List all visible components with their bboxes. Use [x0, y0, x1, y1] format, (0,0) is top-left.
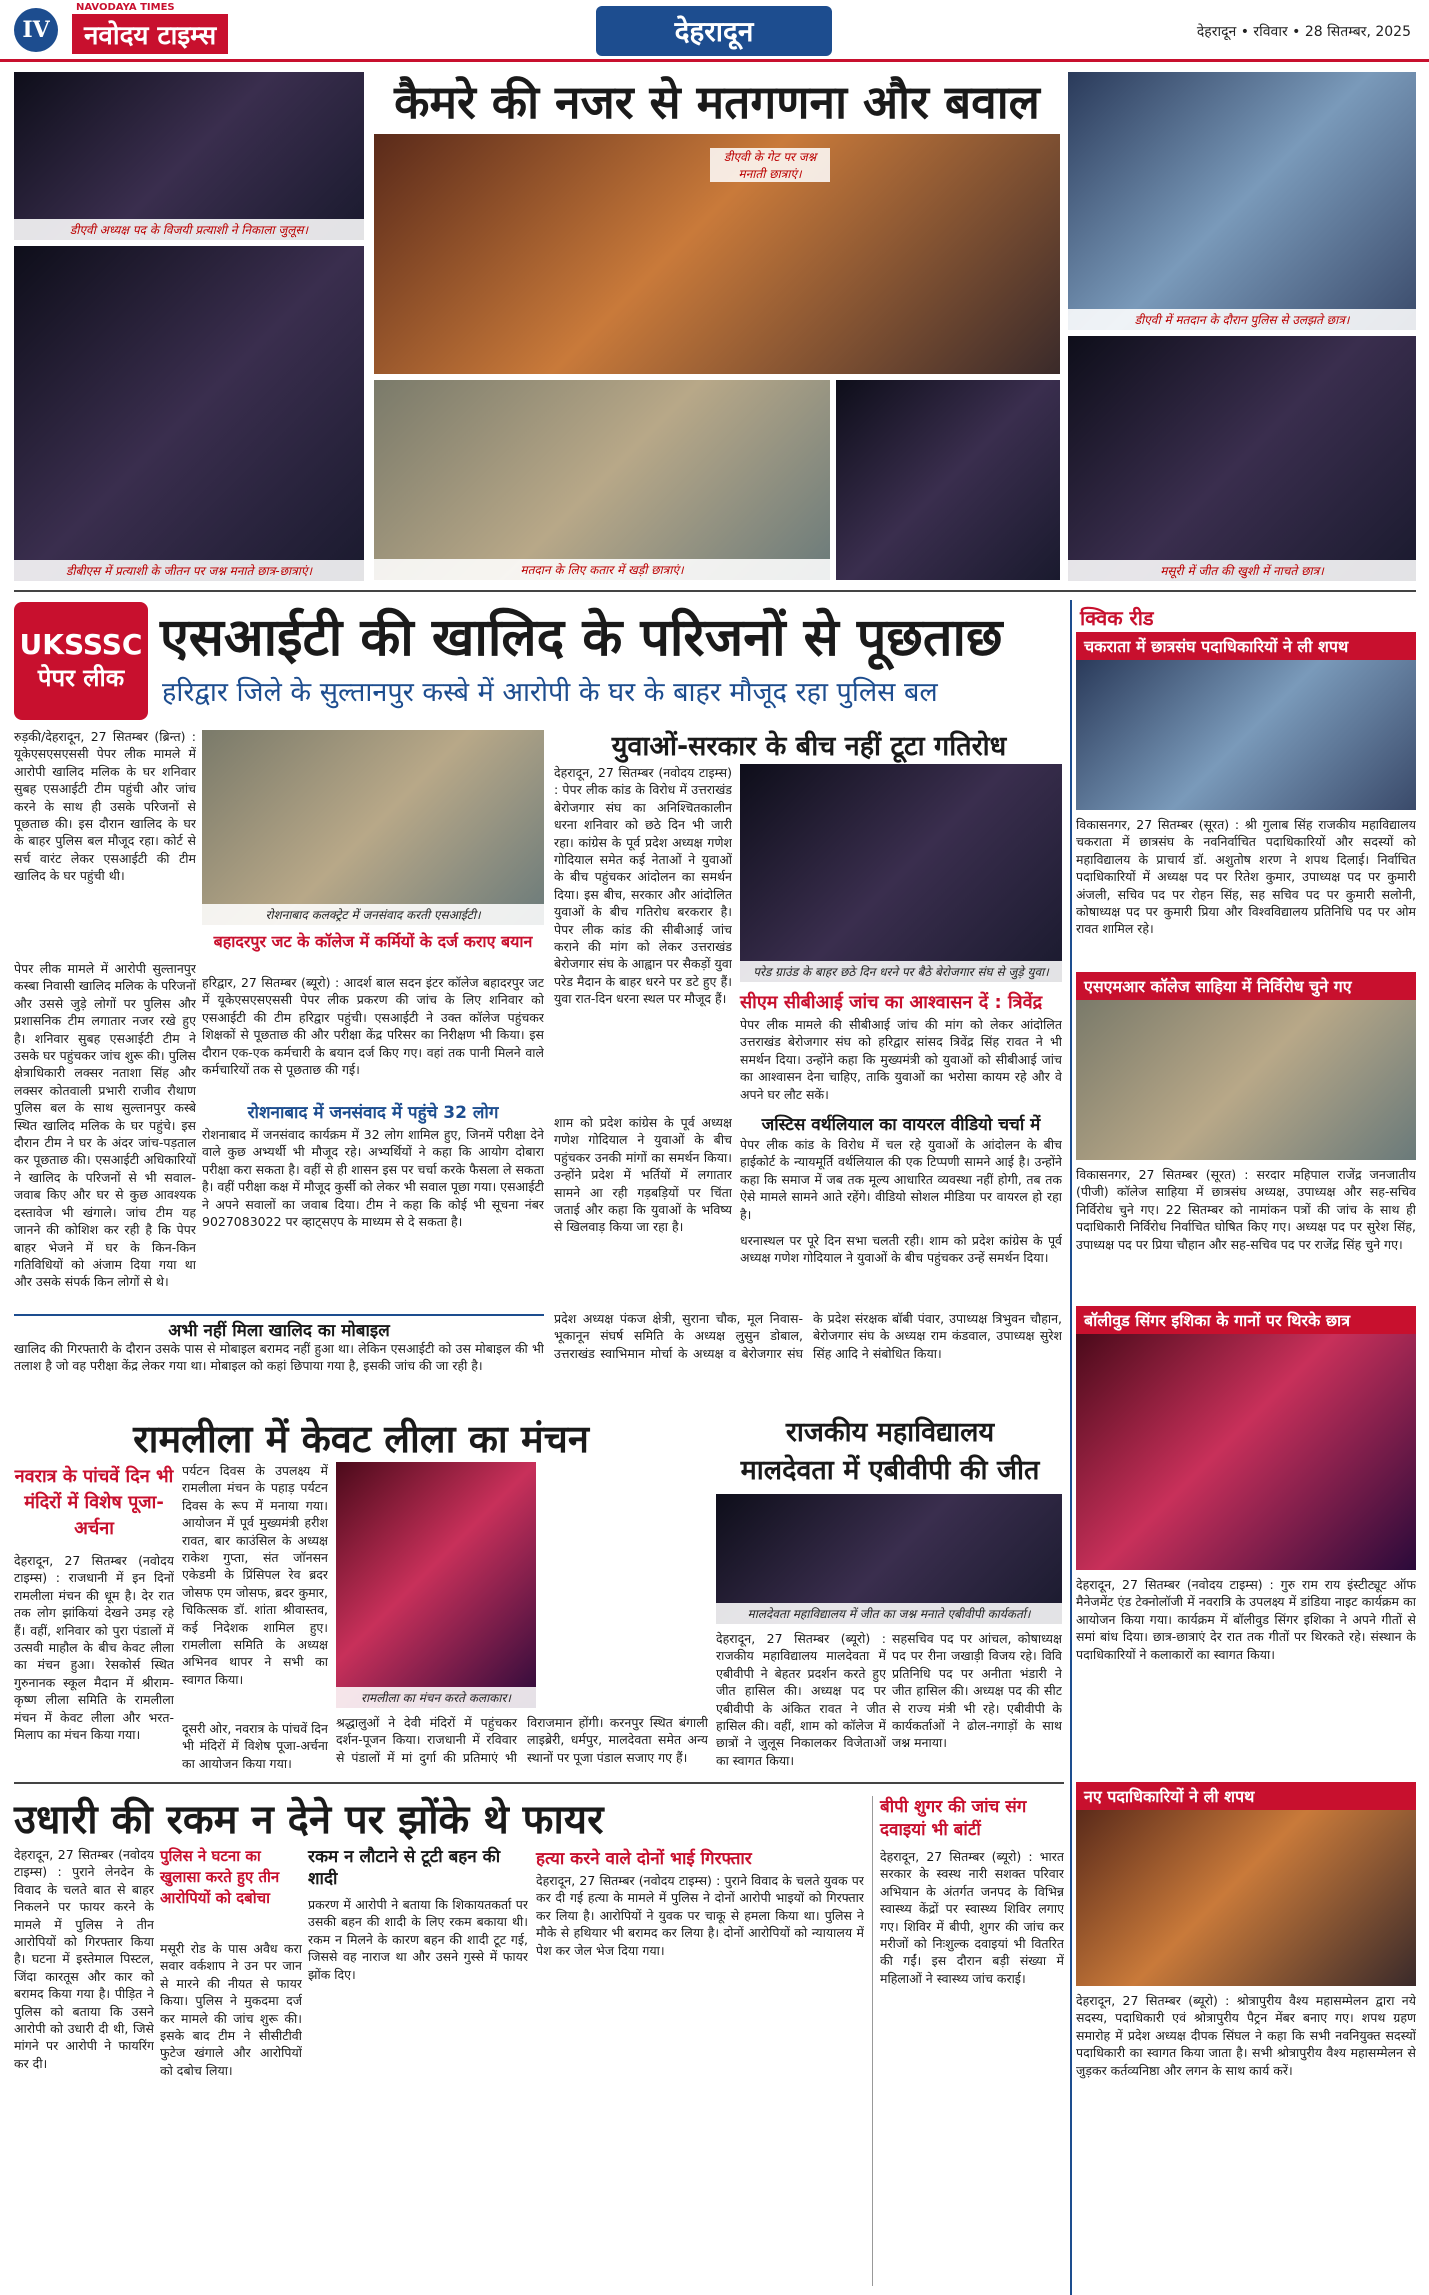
city-section: देहरादून: [596, 6, 832, 56]
abvp-body-1: देहरादून, 27 सितम्बर (ब्यूरो) : राजकीय महाविद्यालय मालदेवता में एबीवीपी ने बेहतर प्रदर्शन करते हुए जीत हासिल की। अध्यक्ष पद पर एबीवीपी के अंकित रावत ने जीत हासिल की। वहीं, शाम को कॉलेज में छात्रों ने जुलूस निकालकर विजेताओं का स्वागत किया।: [716, 1631, 886, 1768]
quick-b4: देहरादून, 27 सितम्बर (ब्यूरो) : श्रोत्रापुरीय वैश्य महासम्मेलन द्वारा नये सदस्य, पदाधिकारी एवं श्रोत्रापुरीय पैट्रन मेंबर बनाए गए। शपथ ग्रहण समारोह में प्रदेश अध्यक्ष दीपक सिंघल ने कहा कि सभी नवनियुक्त सदस्यों पदाधिकारी का स्वागत किया जाता है। सभी श्रोत्रापुरीय वैश्य महासम्मेलन से जुड़कर कर्तव्यनिष्ठा और लगन के साथ कार्य करें।: [1076, 1993, 1416, 2078]
brand-english: NAVODAYA TIMES: [76, 2, 175, 13]
photo-sahiya: [1076, 1000, 1416, 1160]
quick-b3: देहरादून, 27 सितम्बर (नवोदय टाइम्स) : गुरु राम राय इंस्टीट्यूट ऑफ मैनेजमेंट एंड टेक्नोलॉजी में नवरात्रि के उपलक्ष्य में डांडिया नाइट कार्यक्रम का आयोजन किया गया। कार्यक्रम में बॉलीवुड सिंगर इशिका ने अपने गीतों से समां बांध दिया। छात्र-छात्राएं देर रात तक गीतों पर थिरकते रहे। संस्थान के पदाधिकारियों ने कलाकारों का स्वागत किया।: [1076, 1577, 1416, 1662]
sub-mobile: अभी नहीं मिला खालिद का मोबाइल: [14, 1314, 544, 1341]
sit-subhead: हरिद्वार जिले के सुल्तानपुर कस्बे में आरोपी के घर के बाहर मौजूद रहा पुलिस बल: [162, 677, 938, 708]
photo-dav-procession: [14, 72, 364, 240]
photo-caption: डीबीएस में प्रत्याशी के जीतन पर जश्न मनाते छात्र-छात्राएं।: [14, 560, 364, 581]
tag-bottom: पेपर लीक: [37, 664, 125, 692]
photo-caption: रोशनाबाद कलक्ट्रेट में जनसंवाद करती एसआईटी।: [202, 904, 544, 925]
yuva-body-2: शाम को प्रदेश कांग्रेस के पूर्व अध्यक्ष गणेश गोदियाल ने युवाओं के बीच पहुंचकर उनकी मांगों का समर्थन किया। उन्होंने प्रदेश में भर्तियों में लगातार सामने आ रही गड़बड़ियों पर चिंता जताई और कहा कि युवाओं के भविष्य से खिलवाड़ किया जा रहा है।: [554, 1115, 732, 1235]
sit-headline: एसआईटी की खालिद के परिजनों से पूछताछ: [160, 608, 1003, 668]
tag-top: UKSSSC: [19, 628, 143, 661]
firing-body-4: देहरादून, 27 सितम्बर (नवोदय टाइम्स) : पुराने विवाद के चलते युवक पर कर दी गई हत्या के मामले में पुलिस ने दोनों आरोपी भाइयों को गिरफ्तार कर लिया है। आरोपियों ने युवक पर चाकू से हमला किया था। पुलिस ने मौके से हथियार भी बरामद कर लिया है। दोनों आरोपियों को न्यायालय में पेश कर जेल भेज दिया गया।: [536, 1873, 864, 1958]
ramlila-sub: नवरात्र के पांचवें दिन भी मंदिरों में विशेष पूजा-अर्चना: [14, 1466, 174, 1539]
ramlila-body-1: देहरादून, 27 सितम्बर (नवोदय टाइम्स) : राजधानी में इन दिनों रामलीला मंचन की धूम है। देर रात तक लोग झांकियां देखने उमड़ रहे हैं। वहीं, शनिवार को पुरा पंडालों में उत्सवी माहौल के बीच केवट लीला का मंचन हुआ। रेसकोर्स स्थित गुरुनानक स्कूल मैदान में श्रीराम-कृष्ण लीला समिति के रामलीला मंचन में केवट लीला और भरत-मिलाप का मंचन किया गया।: [14, 1553, 174, 1743]
photo-vaishya: [1076, 1810, 1416, 1986]
firing-sub-3: हत्या करने वाले दोनों भाई गिरफ्तार: [536, 1849, 752, 1869]
firing-body-1: देहरादून, 27 सितम्बर (नवोदय टाइम्स) : पुराने लेनदेन के विवाद के चलते बात से बाहर निकलने पर फायर करने के मामले में पुलिस ने तीन आरोपियों को गिरफ्तार किया है। घटना में इस्तेमाल पिस्टल, जिंदा कारतूस और कार को बरामद किया गया है। पीड़ित ने पुलिस को बताया कि उसने आरोपी को उधारी दी थी, जिसे मांगने पर आरोपी ने फायरिंग कर दी।: [14, 1847, 154, 2071]
firing-sub-1: पुलिस ने घटना का खुलासा करते हुए तीन आरोपियों को दबोचा: [160, 1847, 280, 1907]
ramlila-body-4: श्रद्धालुओं ने देवी मंदिरों में पहुंचकर दर्शन-पूजन किया। राजधानी में रविवार से पंडालों में मां दुर्गा की प्रतिमाएं भी विराजमान होंगी। करनपुर स्थित बंगाली लाइब्रेरी, धर्मपुर, मालदेवता समेत अन्य स्थानों पर पूजा पंडाल सजाए गए हैं।: [336, 1715, 708, 1765]
divider: [14, 1782, 1064, 1784]
bp-headline: बीपी शुगर की जांच संग दवाइयां भी बांटीं: [880, 1797, 1027, 1840]
uksssc-tag: [14, 602, 148, 720]
photo-caption: मालदेवता महाविद्यालय में जीत का जश्न मनाते एबीवीपी कार्यकर्ता।: [716, 1603, 1062, 1624]
sub-bahadurpur: [202, 930, 544, 952]
firing-body-2: मसूरी रोड के पास अवैध करा सवार वर्कशाप ने उन पर जान से मारने की नीयत से फायर किया। पुलिस ने मुकदमा दर्ज कर मामले की जांच शुरू की। इसके बाद टीम ने सीसीटीवी फुटेज खंगाले और आरोपियों को दबोच लिया।: [160, 1941, 302, 2078]
yuva-headline: युवाओं-सरकार के बीच नहीं टूटा गतिरोध: [611, 731, 1007, 762]
sub-bahadurpur-text: बहादरपुर जट के कॉलेज में कर्मियों के दर्ज कराए बयान: [213, 932, 533, 951]
photo-dav-gate-celebration: [374, 134, 1060, 374]
photo-ramlila: [336, 1462, 536, 1708]
dateline: देहरादून • रविवार • 28 सितम्बर, 2025: [1196, 24, 1411, 40]
justice-body: पेपर लीक कांड के विरोध में चल रहे युवाओं के आंदोलन के बीच हाईकोर्ट के न्यायमूर्ति वर्थलियाल की एक टिप्पणी सामने आई है। उन्होंने कहा कि समाज में जब तक मूल्य आधारित व्यवस्था नहीं होगी, तब तक ऐसे मामले सामने आते रहेंगे। वीडियो सोशल मीडिया पर वायरल हो रहा है।: [740, 1137, 1062, 1222]
sub-roshnabad: रोशनाबाद में जनसंवाद में पहुंचे 32 लोग: [247, 1103, 499, 1123]
bp-body: देहरादून, 27 सितम्बर (ब्यूरो) : भारत सरकार के स्वस्थ नारी सशक्त परिवार अभियान के अंतर्गत जनपद के विभिन्न स्वास्थ्य केंद्रों पर स्वास्थ्य शिविर लगाए गए। शिविर में बीपी, शुगर की जांच कर मरीजों को निःशुल्क दवाइयां भी वितरित की गईं। इस दौरान बड़ी संख्या में महिलाओं ने स्वास्थ्य जांच कराई।: [880, 1849, 1064, 1986]
firing-body-3: प्रकरण में आरोपी ने बताया कि शिकायतकर्ता पर उसकी बहन की शादी के लिए रकम बकाया थी। रकम न मिलने के कारण बहन की शादी टूट गई, जिससे वह नाराज था और उसने गुस्से में फायर झोंक दिए।: [308, 1897, 528, 1982]
quick-h3: बॉलीवुड सिंगर इशिका के गानों पर थिरके छात्र: [1076, 1306, 1416, 1334]
photo-voting-queue: [374, 380, 830, 580]
photo-police-scuffle: [836, 380, 1060, 580]
ramlila-header: [14, 1414, 708, 1461]
photo-caption: रामलीला का मंचन करते कलाकार।: [336, 1687, 536, 1708]
yuva-body: देहरादून, 27 सितम्बर (नवोदय टाइम्स) : पेपर लीक कांड के विरोध में उत्तराखंड बेरोजगार संघ का अनिश्चितकालीन धरना शनिवार को छठे दिन भी जारी रहा। कांग्रेस के पूर्व प्रदेश अध्यक्ष गणेश गोदियाल समेत कई नेताओं ने युवाओं के बीच पहुंचकर आंदोलन का समर्थन दिया। इस बीच, सरकार और आंदोलित युवाओं के बीच गतिरोध बरकरार है। पेपर लीक कांड की सीबीआई जांच कराने की मांग को लेकर उत्तराखंड बेरोजगार संघ के आह्वान पर सैकड़ों युवा परेड मैदान के बाहर धरने पर डटे हुए हैं। युवा रात-दिन धरना स्थल पर मौजूद हैं।: [554, 765, 732, 1007]
quick-h4: नए पदाधिकारियों ने ली शपथ: [1076, 1782, 1416, 1810]
quick-h1: चकराता में छात्रसंघ पदाधिकारियों ने ली शपथ: [1076, 632, 1416, 660]
yuva-body-3: धरनास्थल पर पूरे दिन सभा चलती रही। शाम को प्रदेश कांग्रेस के पूर्व अध्यक्ष गणेश गोदियाल ने युवाओं के बीच पहुंचकर उन्हें समर्थन दिया।: [740, 1233, 1062, 1266]
firing-headline: उधारी की रकम न देने पर झोंके थे फायर: [14, 1797, 604, 1843]
ramlila-headline: रामलीला में केवट लीला का मंचन: [133, 1417, 589, 1461]
ramlila-body-2: पर्यटन दिवस के उपलक्ष्य में रामलीला मंचन के पहाड़ पर्यटन दिवस के रूप में मनाया गया। आयोजन में पूर्व मुख्यमंत्री हरीश रावत, बार काउंसिल के अध्यक्ष राकेश गुप्ता, संत जॉनसन एकेडमी के प्रिंसिपल रेव ब्रदर जोसफ एम जोसफ, ब्रदर कुमार, चिकित्सक डॉ. शांता श्रीवास्तव, कई निदेशक शामिल हुए। रामलीला समिति के अध्यक्ष अभिनव थापर ने सभी का स्वागत किया।: [182, 1463, 328, 1687]
photo-ishika: [1076, 1334, 1416, 1570]
photo-caption: डीएवी के गेट पर जश्न मनाती छात्राएं।: [710, 148, 830, 182]
abvp-headline-1: राजकीय महाविद्यालय: [785, 1417, 995, 1448]
quick-h2: एसएमआर कॉलेज साहिया में निर्विरोध चुने गए: [1076, 972, 1416, 1000]
body-roshnabad: रोशनाबाद में जनसंवाद कार्यक्रम में 32 लोग शामिल हुए, जिनमें परीक्षा देने वाले कुछ अभ्यर्थी भी मौजूद रहे। अभ्यर्थियों ने कहा कि आयोग दोबारा परीक्षा करा सकता है। वहीं से ही शासन इस पर चर्चा करके फैसला ले सकता है। वहीं परीक्षा कक्ष में मौजूद कुर्सी को लेकर भी सवाल पूछा गया। एसआईटी ने अपने सवालों का जवाब दिया। टीम ने कहा कि कोई भी सूचना नंबर 9027083022 पर व्हाट्सएप के माध्यम से दे सकता है।: [202, 1127, 544, 1230]
yuva-bottom: प्रदेश अध्यक्ष पंकज क्षेत्री, सुराना चौक, मूल निवास-भूकानून संघर्ष समिति के अध्यक्ष लुसुन डोबाल, उत्तराखंड स्वाभिमान मोर्चा के अध्यक्ष व बेरोजगार संघ के प्रदेश संरक्षक बॉबी पंवार, उपाध्यक्ष त्रिभुवन चौहान, बेरोजगार संघ के अध्यक्ष राम कंडवाल, उपाध्यक्ष सुरेश सिंह आदि ने संबोधित किया।: [554, 1311, 1062, 1361]
photo-caption: डीएवी में मतदान के दौरान पुलिस से उलझते छात्र।: [1068, 309, 1416, 330]
body-bahadurpur: हरिद्वार, 27 सितम्बर (ब्यूरो) : आदर्श बाल सदन इंटर कॉलेज बहादरपुर जट में यूकेएसएसएससी पेपर लीक प्रकरण की जांच के लिए शनिवार को एसआईटी की टीम हरिद्वार पहुंची। एसआईटी ने उक्त कॉलेज पहुंचकर शिक्षकों से पूछताछ की और परीक्षा केंद्र परिसर का निरीक्षण भी किया। इस दौरान एक-एक कर्मचारी के बयान दर्ज किए गए। वहां तक पानी मिलने वाले कर्मचारियों तक से पूछताछ की गई।: [202, 975, 544, 1078]
photo-caption: मतदान के लिए कतार में खड़ी छात्राएं।: [374, 559, 830, 580]
cbi-body: पेपर लीक मामले की सीबीआई जांच की मांग को लेकर आंदोलित उत्तराखंड बेरोजगार संघ को हरिद्वार सांसद त्रिवेंद्र सिंह रावत ने भी समर्थन दिया। उन्होंने कहा कि मुख्यमंत्री को युवाओं को सीबीआई जांच का आश्वासन देना चाहिए, ताकि युवाओं का भरोसा कायम रहे और वे अपने घर लौट सकें।: [740, 1017, 1062, 1102]
photo-yuva-dharna: [740, 764, 1062, 982]
justice-headline: जस्टिस वर्थलियाल का वायरल वीडियो चर्चा में: [761, 1115, 1041, 1135]
firing-sub-2: रकम न लौटाने से टूटी बहन की शादी: [308, 1847, 501, 1889]
photo-dav-police: [1068, 72, 1416, 330]
photo-chakrata: [1076, 660, 1416, 810]
top-headline: कैमरे की नजर से मतगणना और बवाल: [394, 75, 1040, 129]
abvp-headline-2: मालदेवता में एबीवीपी की जीत: [740, 1455, 1040, 1486]
quick-b2: विकासनगर, 27 सितम्बर (सूरत) : सरदार महिपाल राजेंद्र जनजातीय (पीजी) कॉलेज साहिया में छात्रसंघ अध्यक्ष, उपाध्यक्ष और सह-सचिव निर्विरोध चुने गए। 22 सितम्बर को नामांकन पत्रों की जांच के साथ ही पदाधिकारी निर्विरोध निर्वाचित घोषित किए गए। अध्यक्ष पद पर सुरेश सिंह, उपाध्यक्ष पद पर प्रिया चौहान और सह-सचिव पद पर राजेंद्र सिंह चुने गए।: [1076, 1167, 1416, 1252]
photo-abvp: [716, 1494, 1062, 1624]
ramlila-body-3: दूसरी ओर, नवरात्र के पांचवें दिन भी मंदिरों में विशेष पूजा-अर्चना का आयोजन किया गया।: [182, 1721, 328, 1771]
body-mobile: खालिद की गिरफ्तारी के दौरान उसके पास से मोबाइल बरामद नहीं हुआ था। लेकिन एसआईटी को उस मोबाइल की भी तलाश है जो वह परीक्षा केंद्र लेकर गया था। मोबाइल को कहां छिपाया गया है, इसकी जांच की जा रही है।: [14, 1341, 544, 1374]
photo-dbs-celebration: [14, 246, 364, 581]
quick-b1: विकासनगर, 27 सितम्बर (सूरत) : श्री गुलाब सिंह राजकीय महाविद्यालय चकराता में छात्रसंघ के नवनिर्वाचित पदाधिकारियों और सदस्यों को महाविद्यालय के प्राचार्य डॉ. अशुतोष शरण ने शपथ दिलाई। निर्वाचित पदाधिकारियों में अध्यक्ष पद पर रितेश कुमार, उपाध्यक्ष पद पर कुमारी अंजली, सचिव पद पर रोहन सिंह, सह सचिव पद पर कुमारी सलोनी, कोषाध्यक्ष पद पर कुमारी प्रिया और विश्वविद्यालय प्रतिनिधि पद पर ओम रावत शामिल रहे।: [1076, 817, 1416, 937]
sit-body-2: पेपर लीक मामले में आरोपी सुल्तानपुर कस्बा निवासी खालिद मलिक के परिजनों और उससे जुड़े लोगों पर पुलिस और प्रशासनिक टीम लगातार नजर रखे हुए है। शनिवार सुबह एसआईटी टीम ने उसके घर पहुंचकर जांच शुरू की। पुलिस क्षेत्राधिकारी लक्सर नताशा सिंह और लक्सर कोतवाली प्रभारी राजीव रौथाण पुलिस बल के साथ सुल्तानपुर कस्बे स्थित खालिद मलिक के घर पहुंचे। इस दौरान टीम ने घर के अंदर जांच-पड़ताल कर पूछताछ की। एसआईटी अधिकारियों ने खालिद के परिजनों से भी सवाल-जवाब किए और घर से कुछ आवश्यक दस्तावेज भी खंगाले। जांच टीम यह जानने की कोशिश कर रही है कि पेपर बाहर भेजने में घर के किन-किन गतिविधियों को अंजाम दिया गया था और उसके संपर्क किन लोगों से थे।: [14, 961, 196, 1290]
quick-read-label-text: क्विक रीड: [1080, 606, 1154, 630]
divider: [14, 590, 1416, 592]
photo-mussoorie-dance: [1068, 336, 1416, 581]
sit-body-1: रुड़की/देहरादून, 27 सितम्बर (ब्रिन्त) : यूकेएसएसएससी पेपर लीक मामले में आरोपी खालिद मलिक के घर शनिवार सुबह एसआईटी टीम पहुंची और जांच करने के साथ ही उसके परिजनों से पूछताछ की। इस दौरान खालिद के घर के बाहर पुलिस बल मौजूद रहा। कोर्ट से सर्च वारंट लेकर एसआईटी की टीम खालिद के घर पहुंची थी।: [14, 729, 196, 884]
photo-caption: परेड ग्राउंड के बाहर छठे दिन धरने पर बैठे बेरोजगार संघ से जुड़े युवा।: [740, 961, 1062, 982]
photo-caption: मसूरी में जीत की खुशी में नाचते छात्र।: [1068, 560, 1416, 581]
photo-caption: डीएवी अध्यक्ष पद के विजयी प्रत्याशी ने निकाला जुलूस।: [14, 219, 364, 240]
cbi-headline: सीएम सीबीआई जांच का आश्वासन दें : त्रिवेंद्र: [740, 992, 1043, 1013]
abvp-body-2: सहसचिव पद पर आंचल, कोषाध्यक्ष पद पर रीना जखाड़ी विजय रहे। विवि प्रतिनिधि पद पर अनीता भंडारी ने जीत हासिल की। अध्यक्ष पद की सीट से राज्य मंत्री भी रहे। एबीवीपी के कार्यकर्ताओं ने ढोल-नगाड़ों के साथ जश्न मनाया।: [892, 1631, 1062, 1751]
masthead: [0, 0, 1429, 62]
brand-logo: नवोदय टाइम्स: [72, 14, 228, 54]
page-number: IV: [14, 8, 58, 52]
quick-read-label: [1080, 604, 1154, 631]
photo-sit-janasamvad: [202, 730, 544, 925]
